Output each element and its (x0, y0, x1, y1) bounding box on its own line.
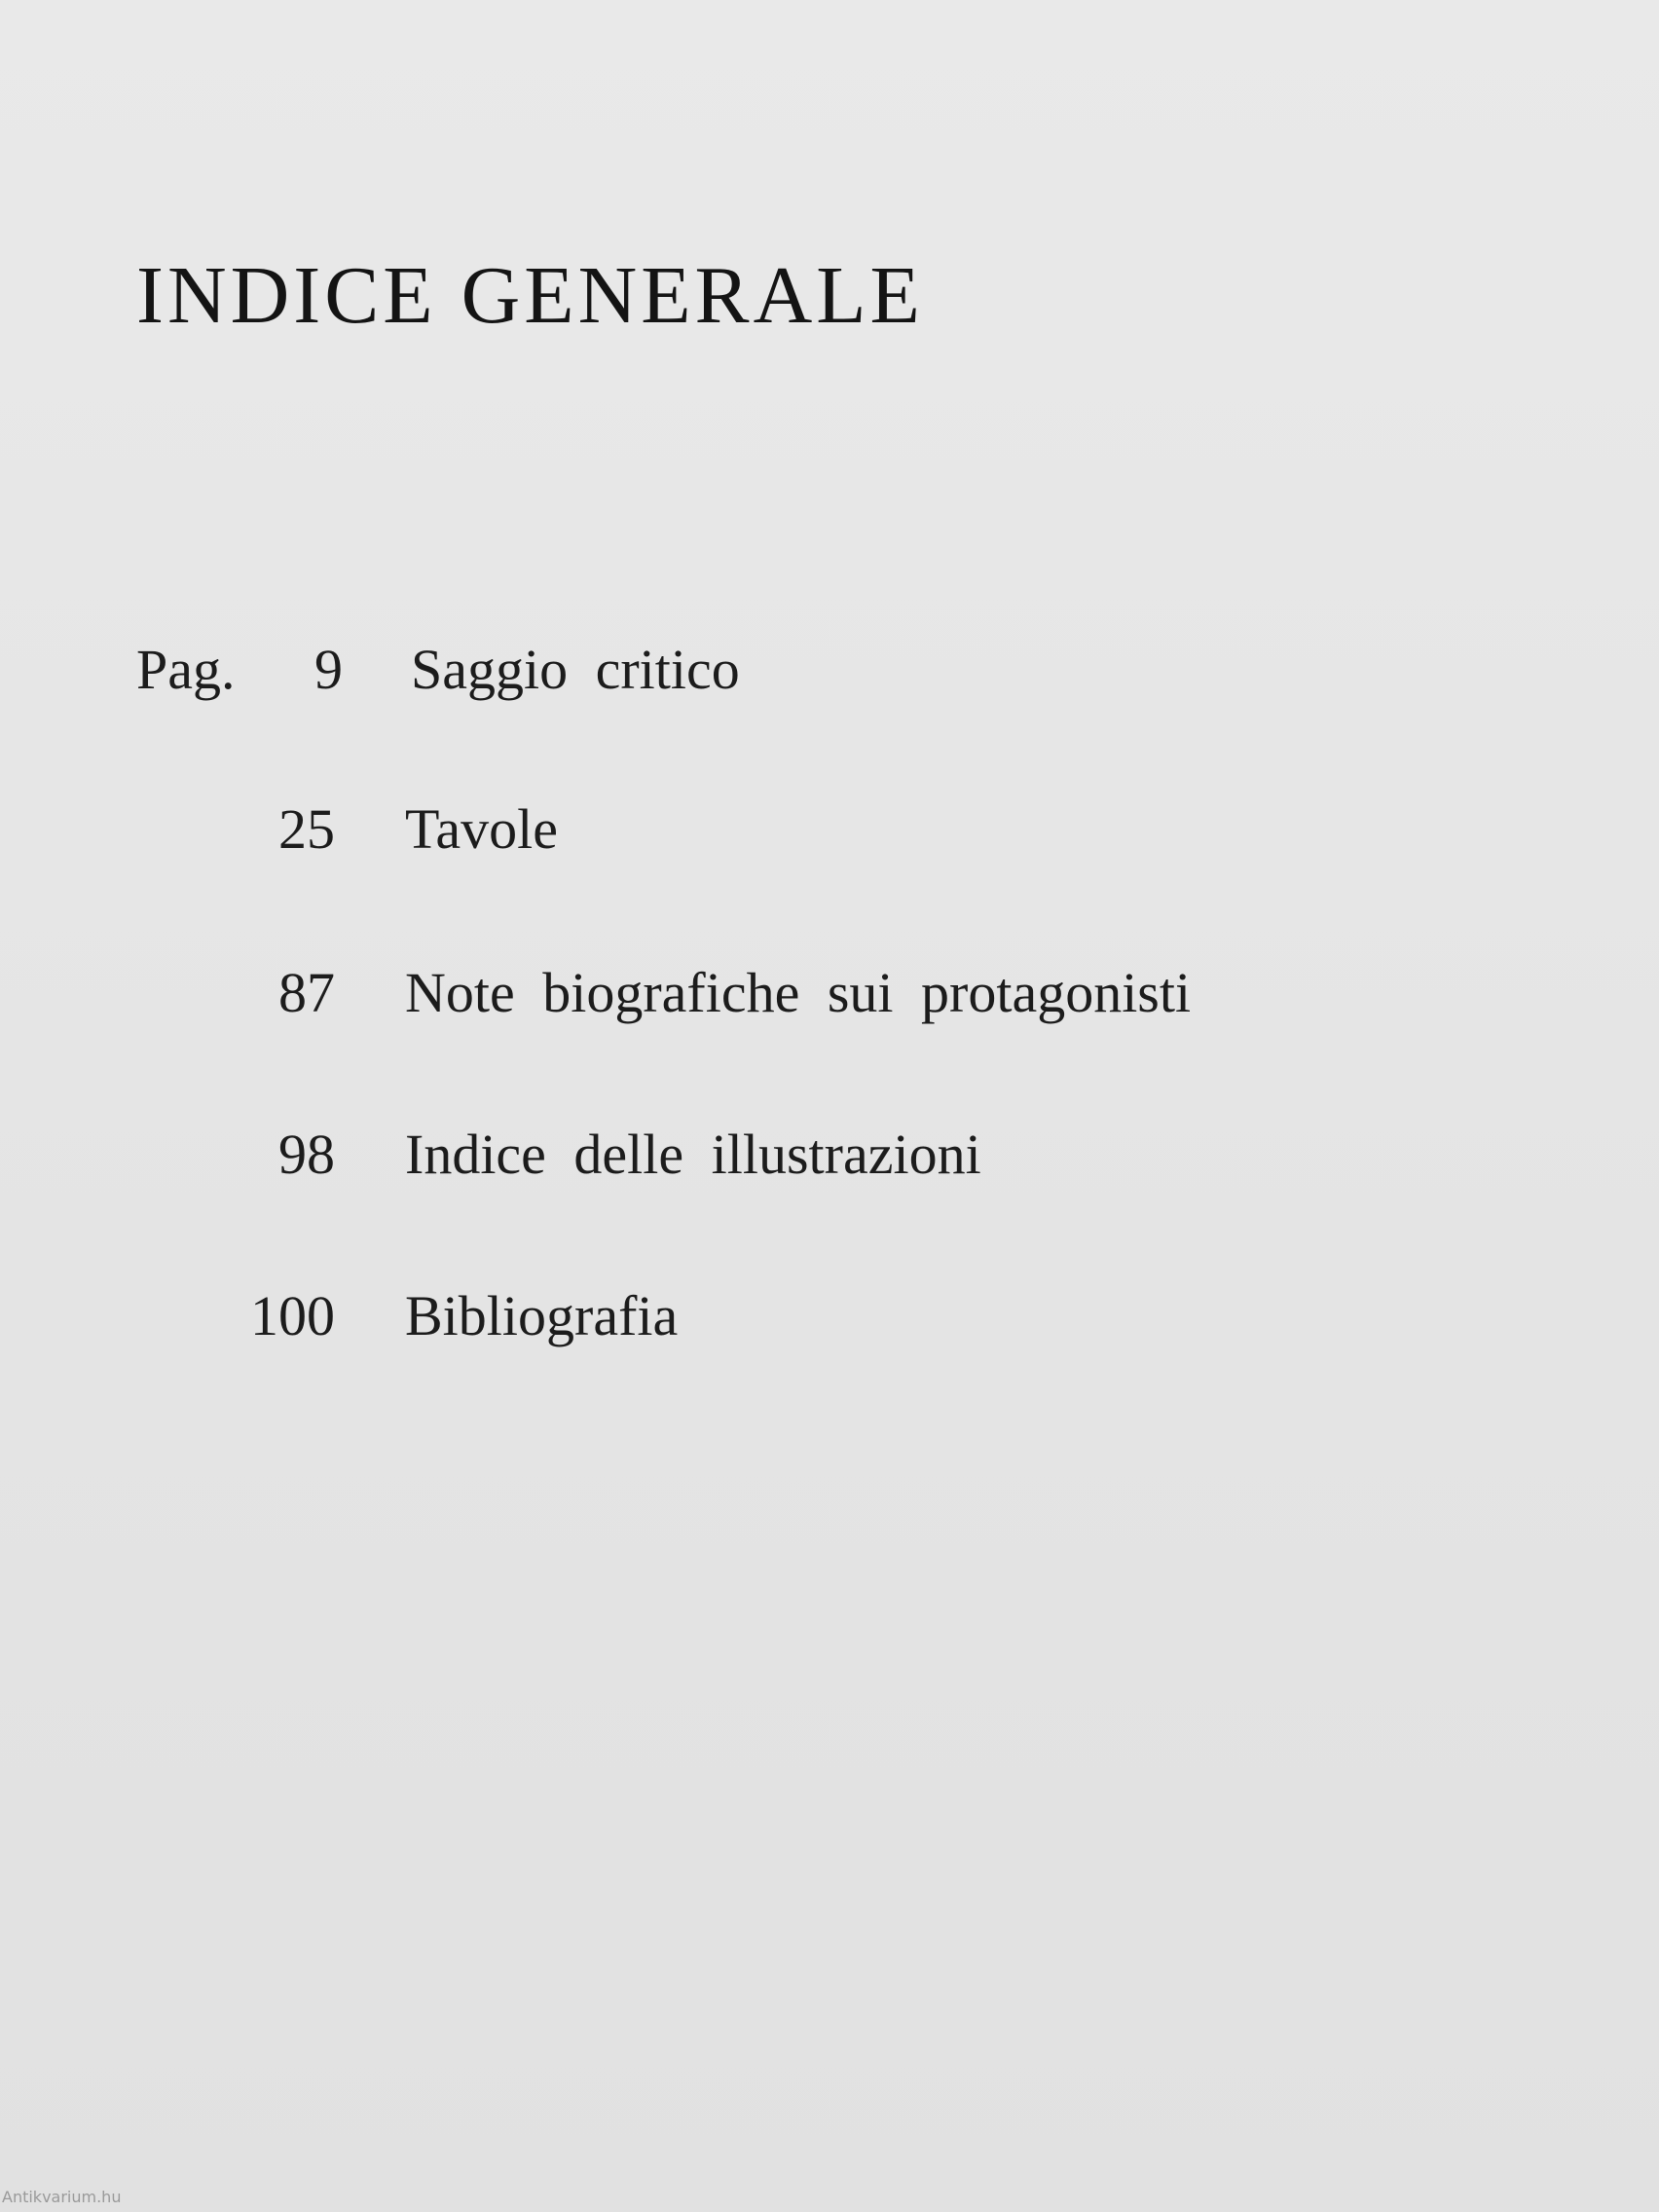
toc-page-number: 100 (250, 1284, 335, 1347)
toc-entry (0, 1277, 1659, 1355)
toc-entry (0, 954, 1659, 1032)
toc-entry-title: Bibliografia (405, 1284, 679, 1347)
toc-page-number: 25 (278, 797, 335, 861)
toc-entry (0, 631, 1659, 709)
toc-page-number: 87 (278, 961, 335, 1024)
toc-entry-title: Saggio critico (411, 638, 740, 701)
toc-entry-title: Indice delle illustrazioni (405, 1123, 981, 1186)
toc-page-number: 9 (314, 638, 343, 701)
toc-entry-title: Tavole (405, 797, 558, 861)
toc-page-number: 98 (278, 1123, 335, 1186)
watermark: Antikvarium.hu (2, 2188, 122, 2206)
page-prefix-label: Pag. (136, 638, 236, 701)
toc-entry-title: Note biografiche sui protagonisti (405, 961, 1192, 1024)
toc-entry (0, 791, 1659, 868)
page-title: INDICE GENERALE (136, 250, 924, 341)
toc-entry (0, 1116, 1659, 1194)
